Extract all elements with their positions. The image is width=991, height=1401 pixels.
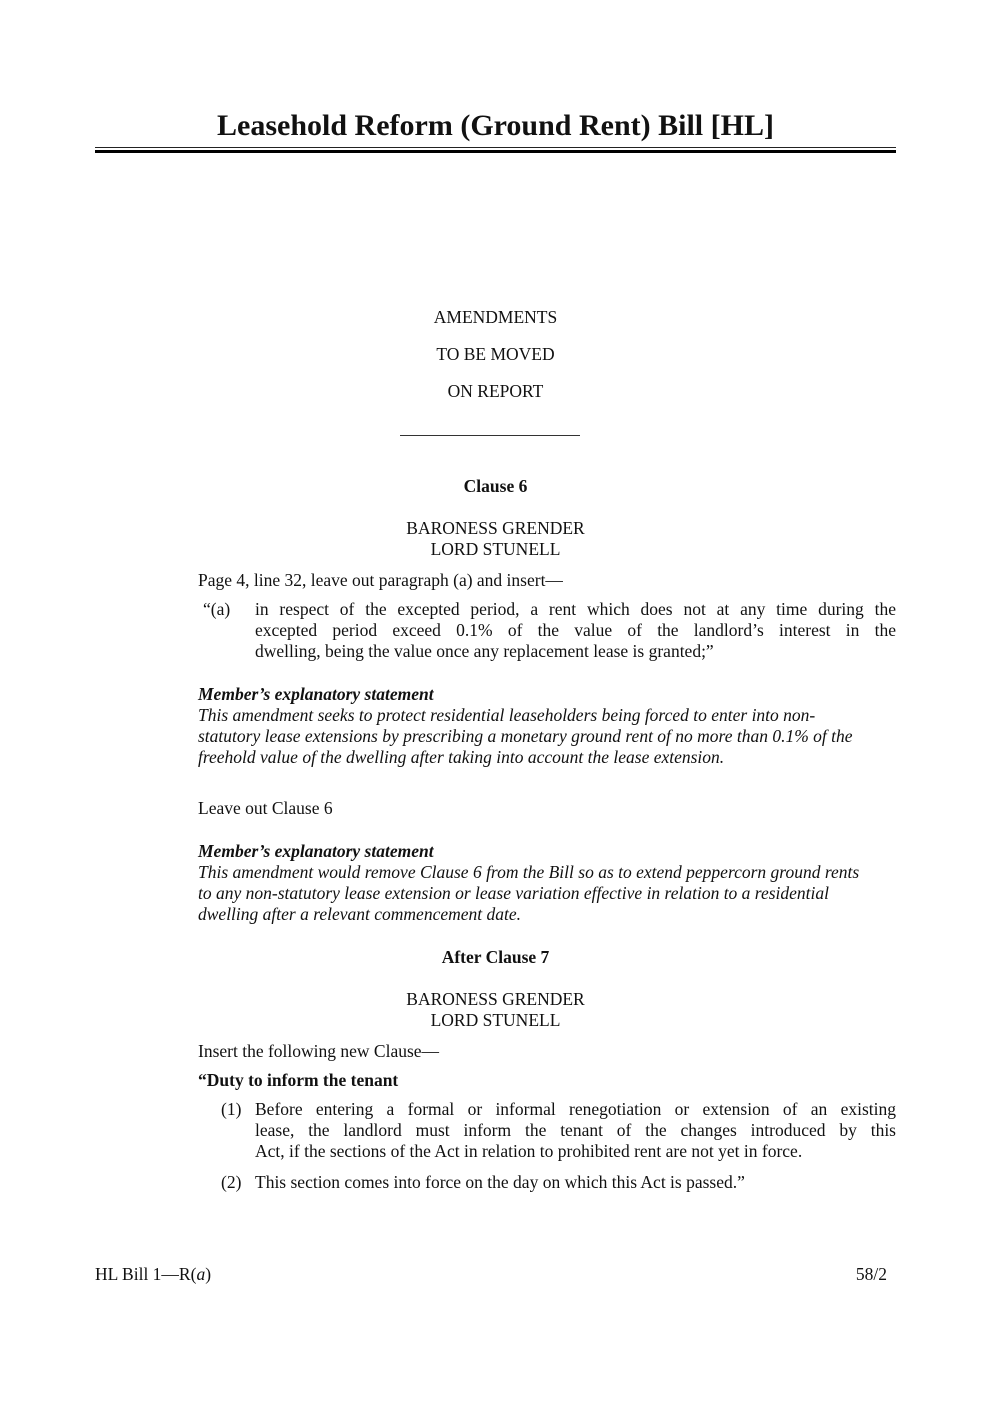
- member-name: LORD STUNELL: [430, 539, 561, 559]
- amendment-instruction: Page 4, line 32, leave out paragraph (a) and insert—: [198, 570, 563, 590]
- paragraph-line: dwelling, being the value once any replacement lease is granted;”: [255, 641, 714, 661]
- subsection-line: Before entering a formal or informal renegotiation or extension of an existing: [255, 1099, 896, 1119]
- bill-reference-prefix: HL Bill 1—R(: [95, 1264, 197, 1284]
- member-name: BARONESS GRENDER: [406, 989, 585, 1009]
- explanatory-statement-line: freehold value of the dwelling after taking into account the lease extension.: [198, 747, 725, 767]
- paragraph-line: in respect of the excepted period, a rent which does not at any time during the: [255, 599, 896, 619]
- clause-heading: Clause 6: [463, 476, 528, 496]
- heading-line: ON REPORT: [447, 381, 544, 401]
- amendment-instruction: Insert the following new Clause—: [198, 1041, 440, 1061]
- heading-line: TO BE MOVED: [436, 344, 555, 364]
- explanatory-statement-line: This amendment seeks to protect residential leaseholders being forced to enter into non-: [198, 705, 816, 725]
- subsection-line: Act, if the sections of the Act in relation to prohibited rent are not yet in force.: [255, 1141, 803, 1161]
- subsection-line: This section comes into force on the day on which this Act is passed.”: [255, 1172, 745, 1192]
- explanatory-statement-line: This amendment would remove Clause 6 from the Bill so as to extend peppercorn ground rents: [198, 862, 860, 882]
- subsection-label: (1): [221, 1099, 242, 1119]
- page-reference: 58/2: [855, 1264, 887, 1284]
- explanatory-statement-line: dwelling after a relevant commencement date.: [198, 904, 522, 924]
- clause-heading: After Clause 7: [441, 947, 550, 967]
- section-divider: [400, 435, 580, 436]
- bill-reference: [95, 1264, 211, 1285]
- title-rule-thick: [95, 150, 896, 153]
- paragraph-line: excepted period exceed 0.1% of the value of the landlord’s interest in the: [255, 620, 896, 640]
- subsection-line: lease, the landlord must inform the tenant of the changes introduced by this: [255, 1120, 896, 1140]
- bill-reference-italic: a: [196, 1264, 206, 1284]
- paragraph-label: “(a): [203, 599, 231, 619]
- explanatory-statement-heading: Member’s explanatory statement: [198, 684, 434, 704]
- new-clause-title: “Duty to inform the tenant: [198, 1070, 399, 1090]
- amendment-instruction: Leave out Clause 6: [198, 798, 333, 818]
- title-rule-thin: [95, 147, 896, 148]
- explanatory-statement-line: to any non-statutory lease extension or lease variation effective in relation to a residential: [198, 883, 830, 903]
- member-name: BARONESS GRENDER: [406, 518, 585, 538]
- bill-reference-suffix: ): [205, 1264, 212, 1284]
- member-name: LORD STUNELL: [430, 1010, 561, 1030]
- explanatory-statement-heading: Member’s explanatory statement: [198, 841, 434, 861]
- heading-line: AMENDMENTS: [433, 307, 558, 327]
- bill-title: Leasehold Reform (Ground Rent) Bill [HL]: [217, 109, 774, 142]
- explanatory-statement-line: statutory lease extensions by prescribing a monetary ground rent of no more than 0.1% of the: [198, 726, 853, 746]
- subsection-label: (2): [221, 1172, 242, 1192]
